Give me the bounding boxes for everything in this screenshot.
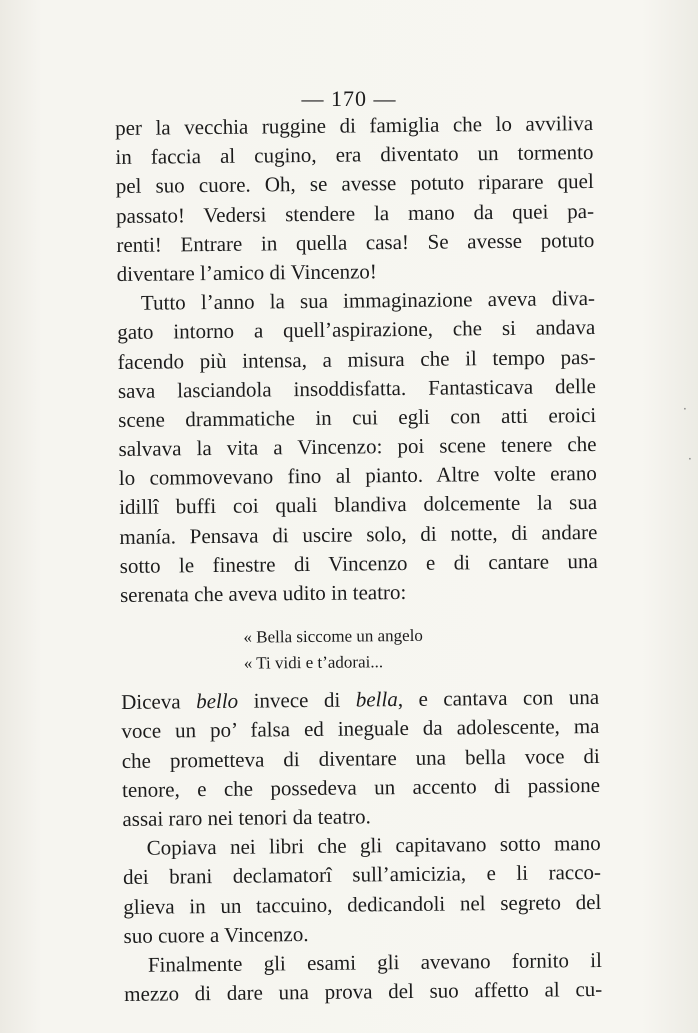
italic-word: bello [195,688,239,714]
italic-word: bella [355,687,398,712]
text-line: assai raro nei tenori da teatro. [122,804,371,831]
text-line: Finalmente gli esami gli avevano fornito il [147,947,603,977]
text-line: serenata che aveva udito in teatro: [119,579,407,607]
text-line: tenore, e che possedeva un accento di passione [121,772,601,802]
text-line: scene drammatiche in cui egli con atti eroici [118,402,597,432]
text-line: che prometteva di diventare una bella voce di [121,743,600,773]
text-line: lo commovevano fino al pianto. Altre volte erano [118,461,597,491]
text-line: sotto le finestre di Vincenzo e di cantare una [119,548,598,578]
text-line: pel suo cuore. Oh, se avesse potuto riparare quel [115,169,594,199]
paragraph-4 [123,829,602,951]
text-line: per la vecchia ruggine di famiglia che lo avviliva [115,110,594,140]
text-line: sava lasciandola insoddisfatta. Fantasticava delle [117,373,596,403]
body-text [115,109,602,1009]
text-fragment: invece di [237,687,356,713]
margin-speck: · [688,452,692,466]
text-line: Copiava nei libri che gli capitavano sotto mano [146,831,601,860]
text-line: in faccia al cugino, era diventato un tormento [115,140,594,170]
text-line: passato! Vedersi stendere la mano da quei pa- [115,198,595,228]
paragraph-2 [117,284,598,610]
text-line: diventare l’amico di Vincenzo! [116,259,377,286]
text-fragment: Diceva [121,689,197,715]
paragraph-5 [124,946,603,1009]
paragraph-1 [115,109,595,289]
text-line: renti! Entrare in quella casa! Se avesse potuto [116,227,595,257]
text-line: manía. Pensava di uscire solo, di notte, di andare [119,519,598,549]
text-line: mezzo di dare una prova del suo affetto al cu- [124,977,603,1007]
text-line: gato intorno a quell’aspirazione, che si andava [117,315,596,345]
margin-speck: · [683,402,687,416]
verse-line: « Ti vidi e t’adorai... [243,652,384,673]
paragraph-3 [121,683,601,834]
text-line: idillî buffi coi quali blandiva dolcemente la sua [118,490,598,520]
text-line: facendo più intensa, a misura che il tempo pas- [117,344,596,374]
text-line: suo cuore a Vincenzo. [123,921,309,948]
text-line: glieva in un taccuino, dedicandoli nel segreto del [123,889,602,919]
text-line: salvava la vita a Vincenzo: poi scene tenere che [118,432,597,462]
text-line: voce un po’ falsa ed ineguale da adolescente, ma [121,714,600,744]
text-fragment: , e cantava con una [397,685,600,712]
text-line: Tutto l’anno la sua immaginazione aveva diva- [140,286,596,315]
verse-line: « Bella siccome un angelo [243,625,423,647]
page-number: — 170 — [301,86,397,111]
verse-quote [120,621,599,678]
text-line: dei brani declamatorî sull’amicizia, e li racco- [122,860,602,890]
